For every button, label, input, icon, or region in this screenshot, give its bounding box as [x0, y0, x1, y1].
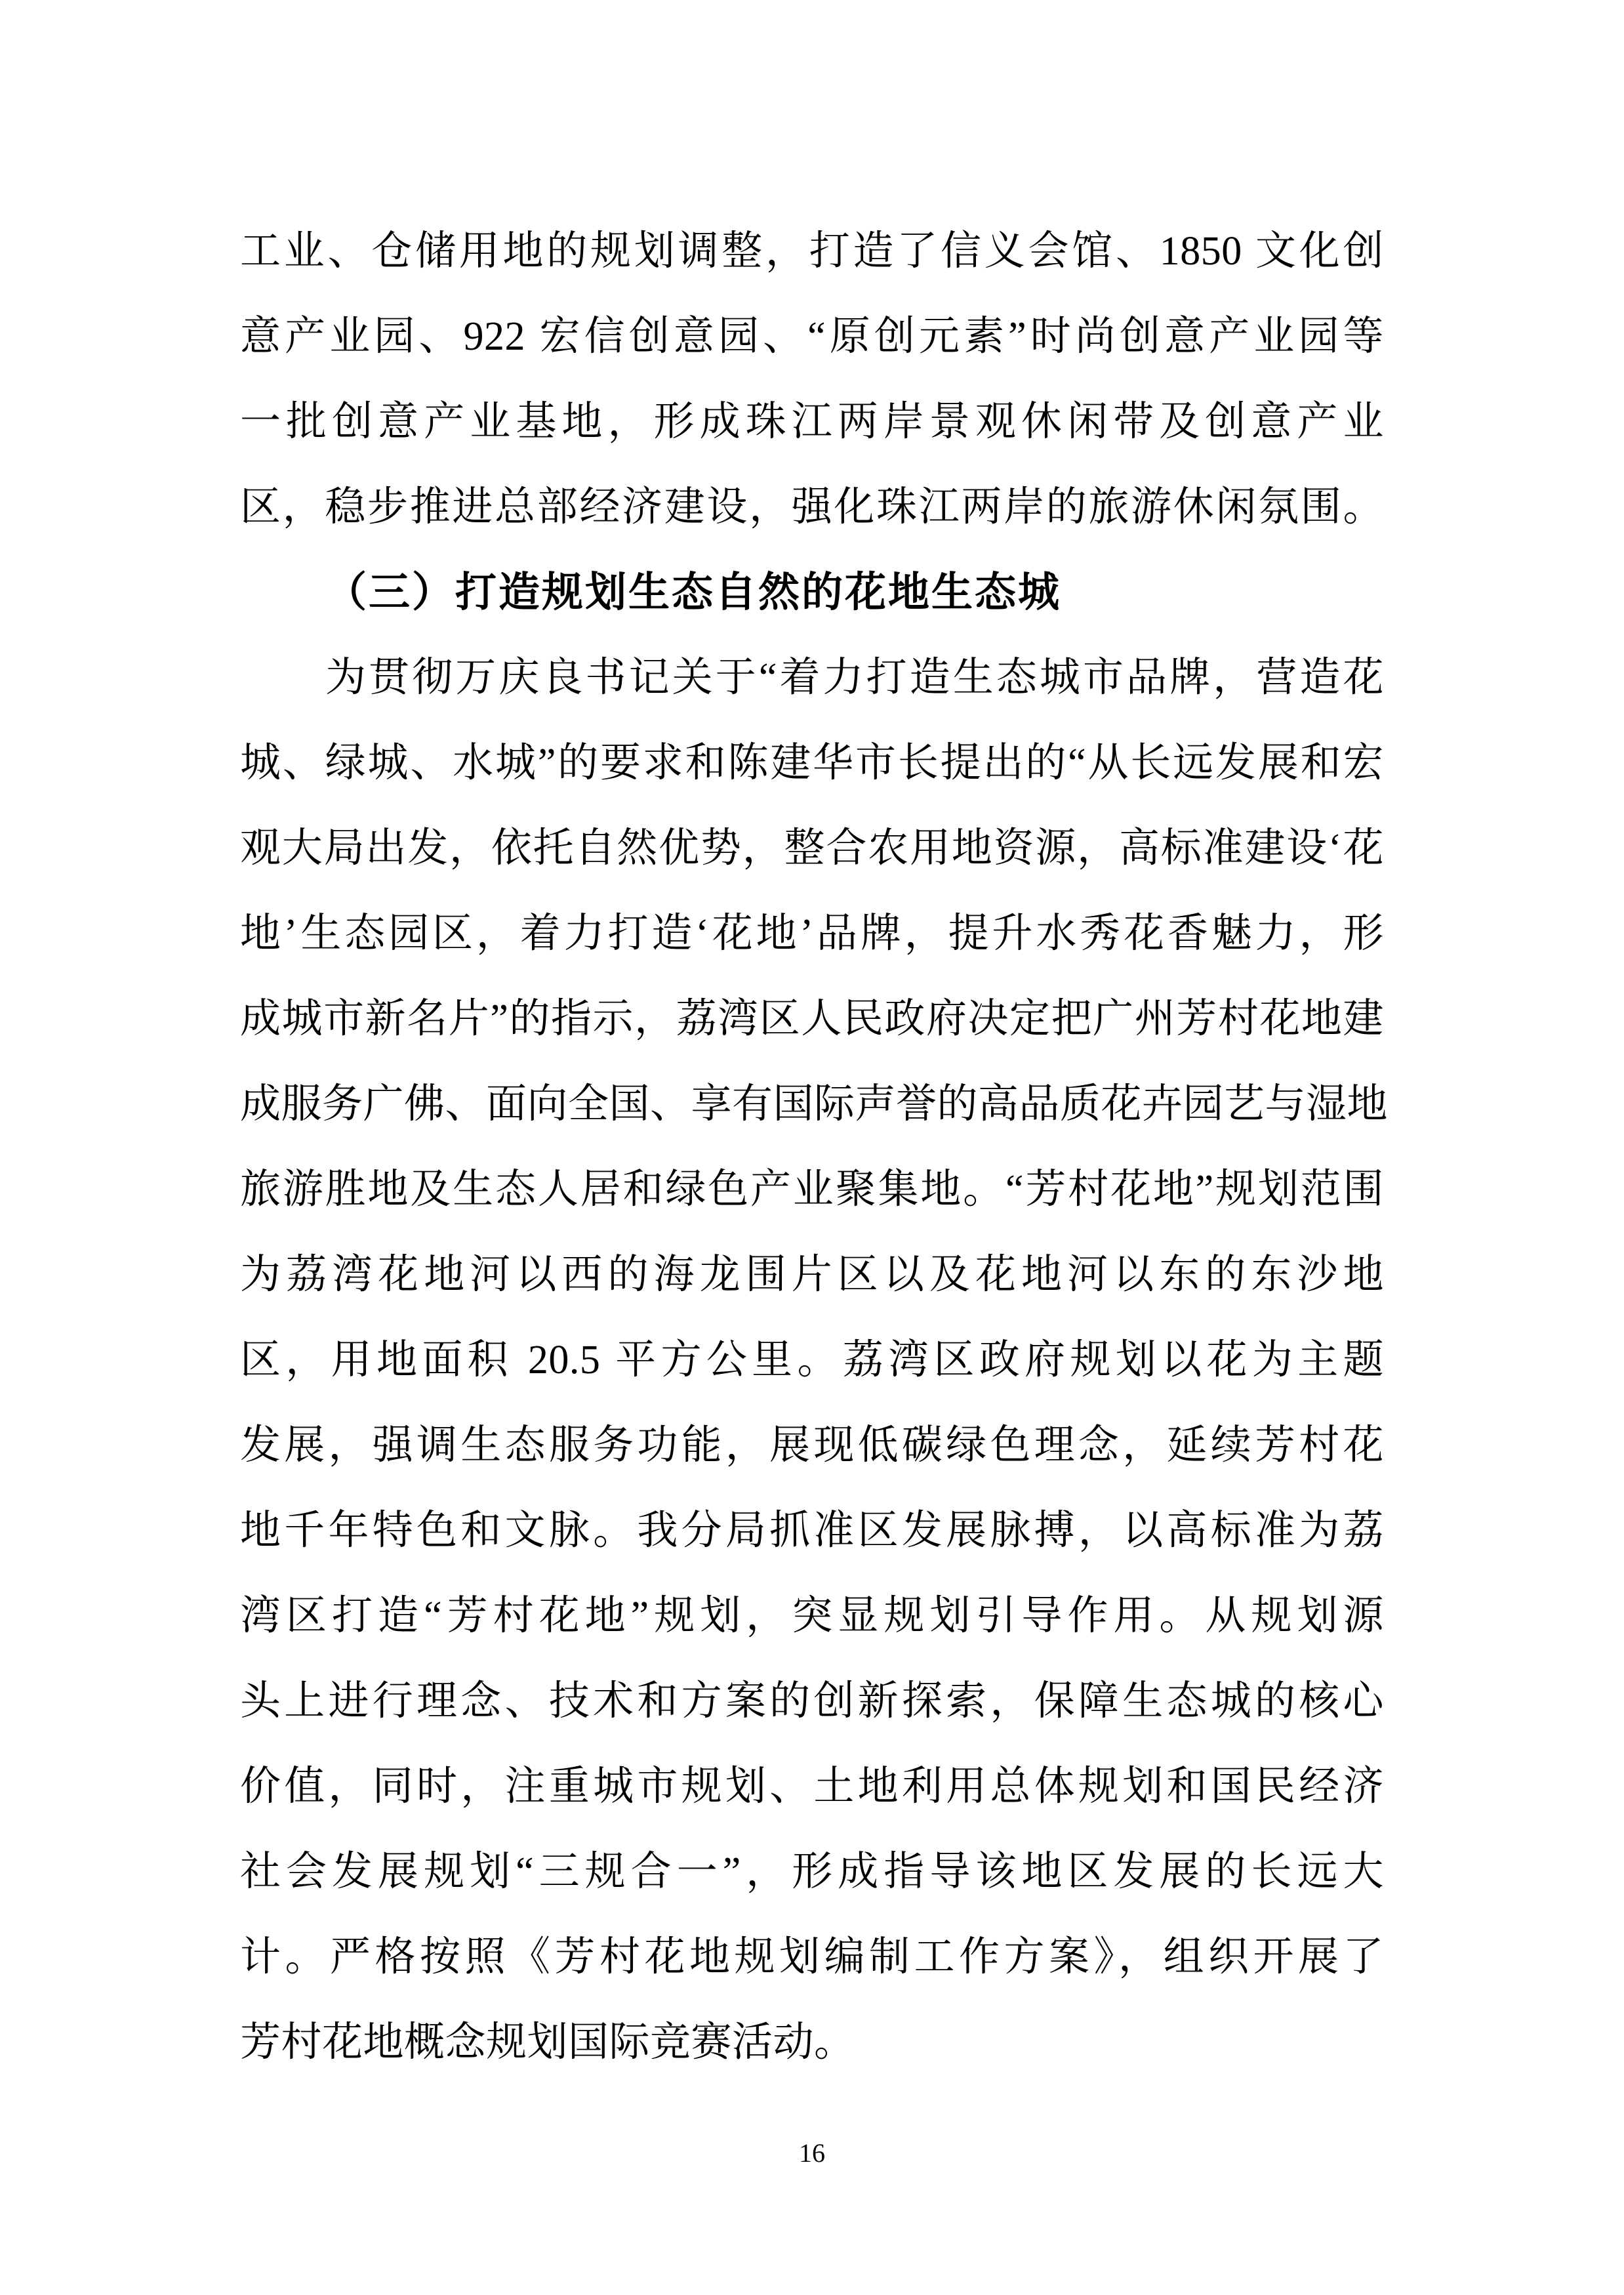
text-line: 区，用地面积 20.5 平方公里。荔湾区政府规划以花为主题 [240, 1338, 1384, 1382]
text-line: 社会发展规划“三规合一”，形成指导该地区发展的长远大 [240, 1850, 1384, 1894]
text-line: 一批创意产业基地，形成珠江两岸景观休闲带及创意产业 [240, 400, 1384, 444]
text-line: 地’生态园区，着力打造‘花地’品牌，提升水秀花香魅力，形 [240, 911, 1384, 956]
text-line: 计。严格按照《芳村花地规划编制工作方案》，组织开展了 [240, 1935, 1384, 1979]
document-body [240, 209, 1389, 2085]
text-line: 成城市新名片”的指示，荔湾区人民政府决定把广州芳村花地建 [240, 997, 1384, 1041]
text-line: 湾区打造“芳村花地”规划，突显规划引导作用。从规划源 [240, 1594, 1384, 1638]
text-line: 地千年特色和文脉。我分局抓准区发展脉搏，以高标准为荔 [240, 1508, 1384, 1553]
text-line: 旅游胜地及生态人居和绿色产业聚集地。“芳村花地”规划范围 [240, 1167, 1384, 1212]
text-line: 工业、仓储用地的规划调整，打造了信义会馆、1850 文化创 [240, 229, 1384, 274]
text-line: 区，稳步推进总部经济建设，强化珠江两岸的旅游休闲氛围。 [240, 485, 1384, 529]
section-heading: （三）打造规划生态自然的花地生态城 [325, 569, 1061, 615]
text-line: 观大局出发，依托自然优势，整合农用地资源，高标准建设‘花 [240, 826, 1384, 871]
text-line: 发展，强调生态服务功能，展现低碳绿色理念，延续芳村花 [240, 1423, 1384, 1468]
text-line: 为贯彻万庆良书记关于“着力打造生态城市品牌，营造花 [325, 655, 1384, 700]
page-number: 16 [799, 2138, 825, 2168]
text-line: 价值，同时，注重城市规划、土地利用总体规划和国民经济 [240, 1764, 1384, 1809]
text-line: 为荔湾花地河以西的海龙围片区以及花地河以东的东沙地 [240, 1252, 1384, 1297]
text-line: 成服务广佛、面向全国、享有国际声誉的高品质花卉园艺与湿地 [240, 1082, 1389, 1127]
text-line: 意产业园、922 宏信创意园、“原创元素”时尚创意产业园等 [240, 314, 1384, 359]
text-line: 头上进行理念、技术和方案的创新探索，保障生态城的核心 [240, 1679, 1384, 1724]
text-line: 芳村花地概念规划国际竞赛活动。 [240, 2020, 855, 2065]
text-line: 城、绿城、水城”的要求和陈建华市长提出的“从长远发展和宏 [240, 741, 1384, 785]
